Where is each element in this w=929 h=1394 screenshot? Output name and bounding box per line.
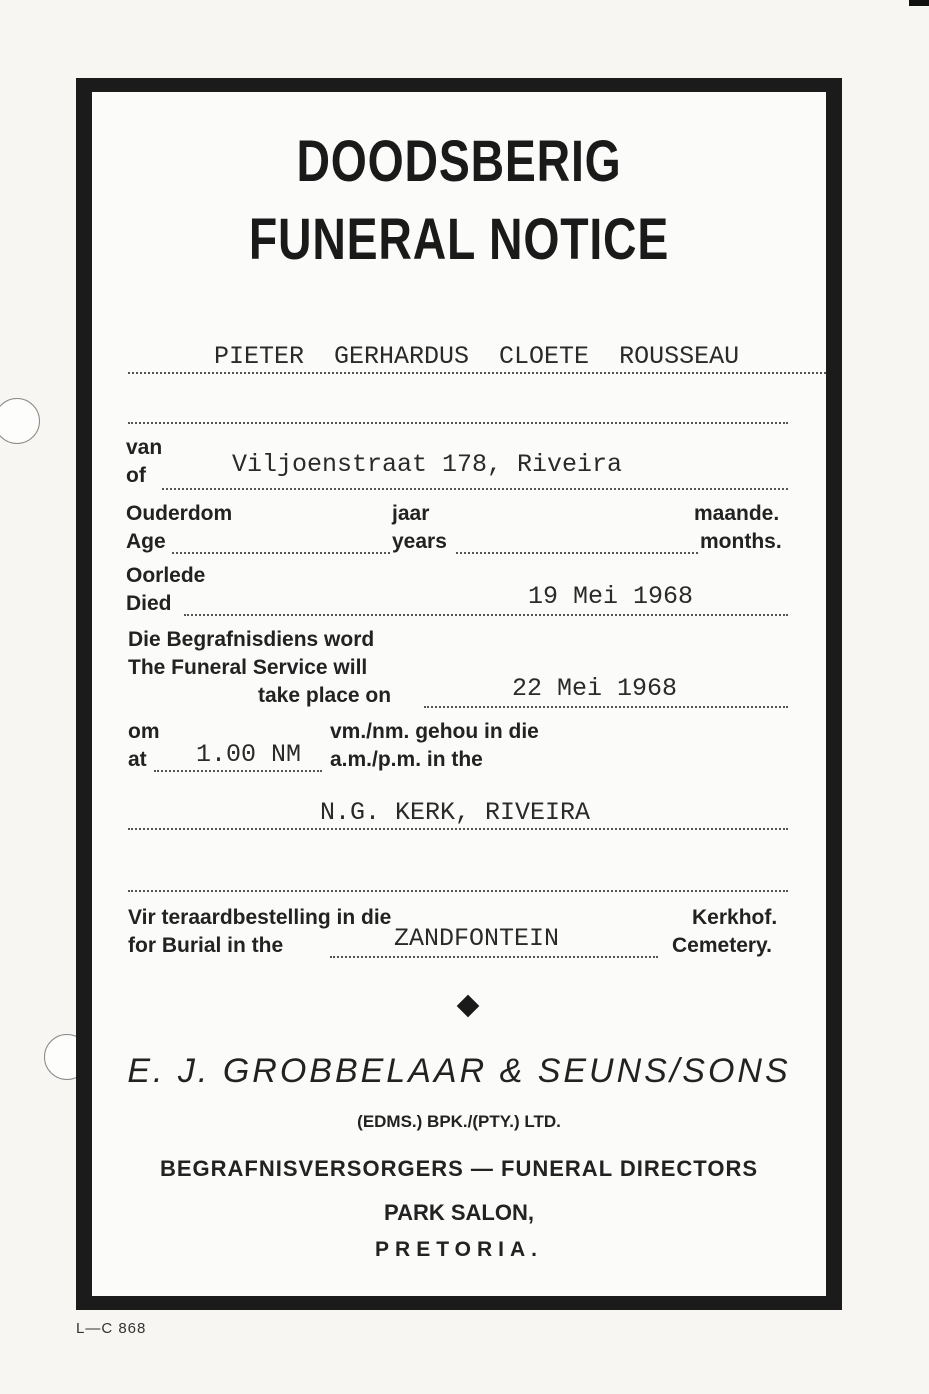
deceased-name: PIETER GERHARDUS CLOETE ROUSSEAU — [214, 342, 740, 371]
notice-frame — [76, 78, 842, 1310]
at-label: at — [128, 748, 147, 771]
time-value: 1.00 NM — [196, 740, 302, 769]
years-label-af: jaar — [392, 502, 430, 525]
form-code: L—C 868 — [76, 1320, 147, 1337]
years-line — [456, 552, 698, 554]
cemetery-line — [330, 956, 658, 958]
service-label-en-1: The Funeral Service will — [128, 656, 368, 679]
van-label: van — [126, 436, 163, 459]
burial-label-af: Vir teraardbestelling in die — [128, 906, 392, 929]
company-city: PRETORIA. — [375, 1238, 543, 1261]
venue-line-2 — [128, 890, 788, 892]
years-label-en: years — [392, 530, 447, 553]
service-date-line — [424, 706, 788, 708]
address-value: Viljoenstraat 178, Riveira — [232, 450, 623, 479]
punch-hole-top — [0, 398, 40, 444]
died-label-af: Oorlede — [126, 564, 206, 587]
months-label-en: months. — [700, 530, 782, 553]
age-line — [172, 552, 390, 554]
cemetery-label: Cemetery. — [672, 934, 772, 957]
ampm-label-en: a.m./p.m. in the — [330, 748, 483, 771]
died-line — [184, 614, 788, 616]
diamond-ornament — [457, 995, 480, 1018]
age-label-en: Age — [126, 530, 166, 553]
died-label-en: Died — [126, 592, 172, 615]
company-salon: PARK SALON, — [384, 1200, 534, 1225]
of-label: of — [126, 464, 146, 487]
kerkhof-label: Kerkhof. — [692, 906, 778, 929]
company-name: E. J. GROBBELAAR & SEUNS/SONS — [127, 1052, 791, 1090]
months-label-af: maande. — [694, 502, 780, 525]
company-role: BEGRAFNISVERSORGERS — FUNERAL DIRECTORS — [159, 1156, 759, 1181]
om-label: om — [128, 720, 160, 743]
title-english: FUNERAL NOTICE — [248, 207, 670, 272]
cemetery-value: ZANDFONTEIN — [394, 924, 560, 953]
age-label-af: Ouderdom — [126, 502, 233, 525]
address-line — [162, 488, 788, 490]
title-afrikaans: DOODSBERIG — [296, 129, 622, 194]
notice-body — [92, 92, 826, 1296]
burial-label-en: for Burial in the — [128, 934, 284, 957]
venue-value: N.G. KERK, RIVEIRA — [320, 798, 591, 827]
name-line — [128, 372, 826, 374]
service-label-en-2: take place on — [258, 684, 392, 707]
company-legal: (EDMS.) BPK./(PTY.) LTD. — [357, 1112, 561, 1131]
name-line-2 — [128, 422, 788, 424]
ampm-label-af: vm./nm. gehou in die — [330, 720, 539, 743]
venue-line — [128, 828, 788, 830]
time-line — [154, 770, 322, 772]
corner-mark — [909, 0, 929, 6]
died-date: 19 Mei 1968 — [528, 582, 694, 611]
service-label-af: Die Begrafnisdiens word — [128, 628, 375, 651]
service-date: 22 Mei 1968 — [512, 674, 678, 703]
